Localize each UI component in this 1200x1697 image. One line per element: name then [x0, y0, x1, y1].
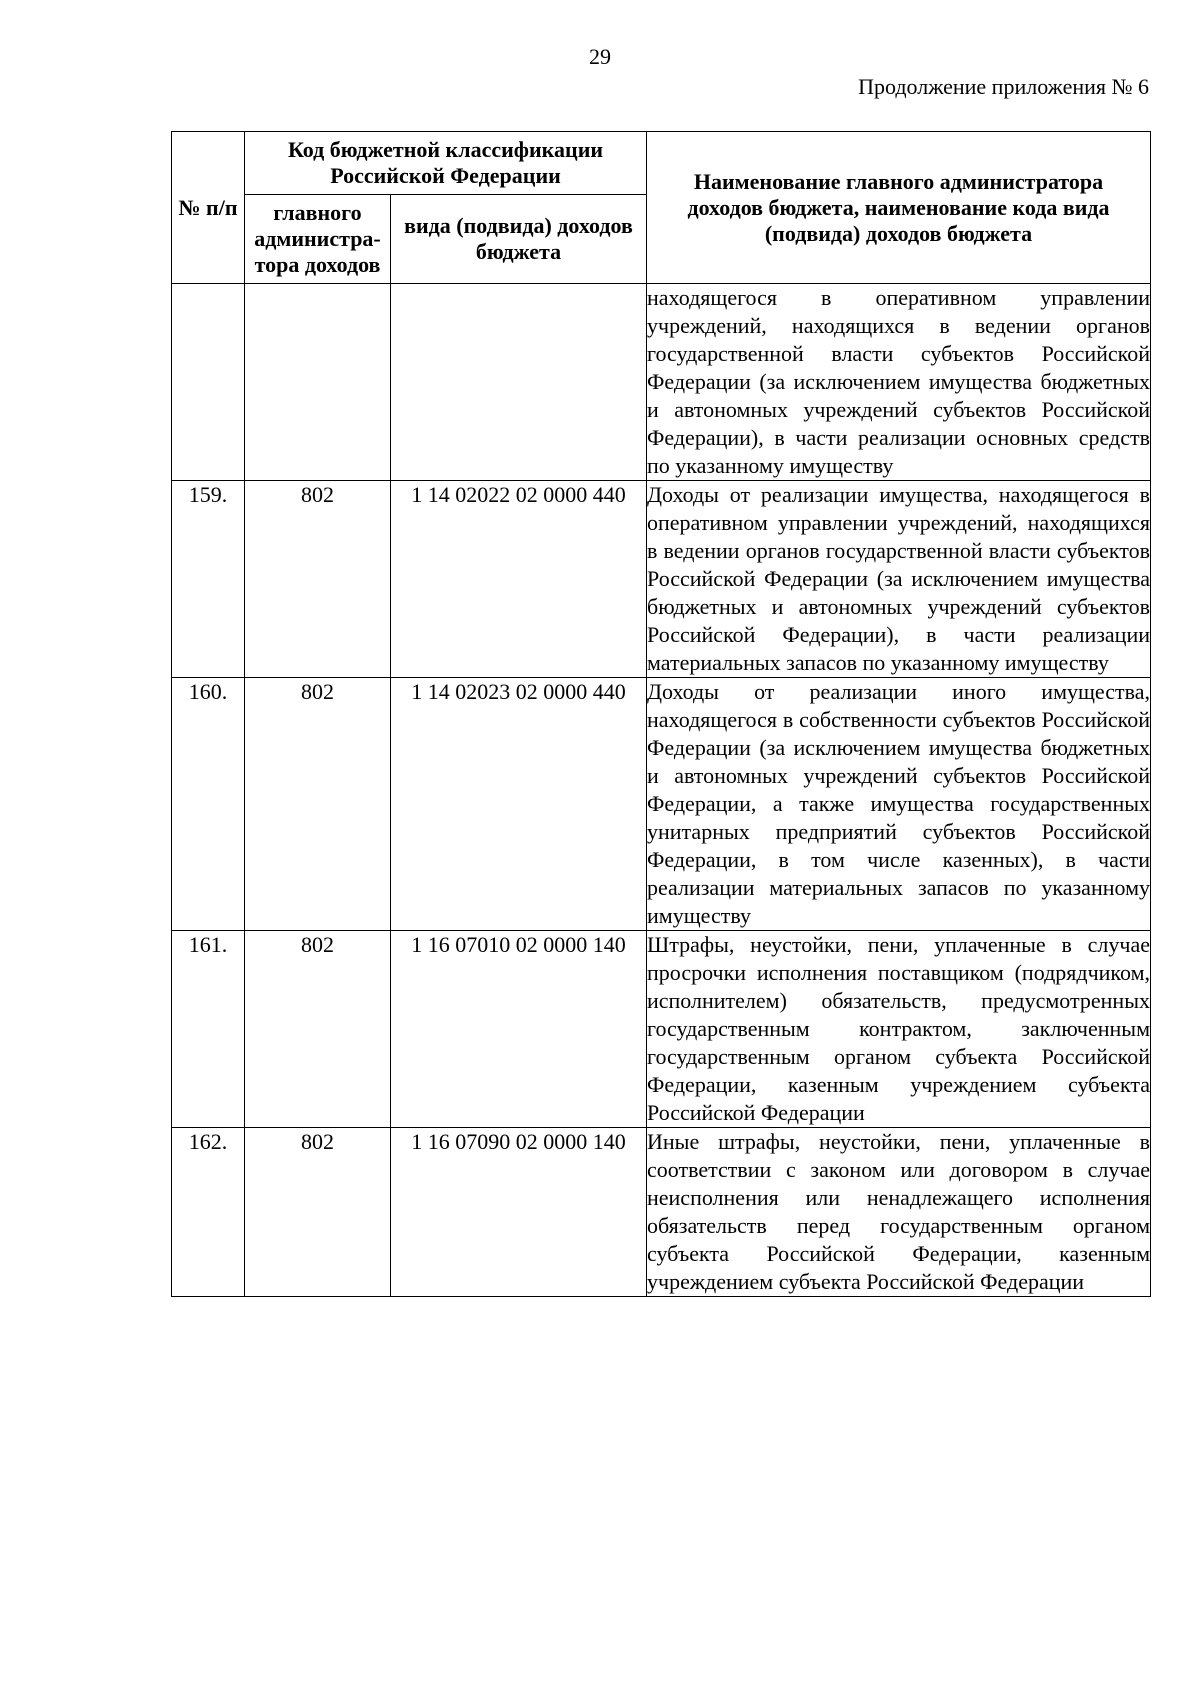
header-budget-code-group: Код бюджетной классификации Российской Федерации — [245, 132, 647, 195]
table-row — [172, 678, 1151, 931]
table-row — [172, 1128, 1151, 1297]
header-number: № п/п — [172, 132, 245, 284]
row-admin-code — [245, 284, 391, 481]
row-number: 161. — [172, 931, 245, 1128]
row-admin-code: 802 — [245, 678, 391, 931]
row-number: 159. — [172, 481, 245, 678]
row-name: находящегося в оперативном управлении учреждений, находящихся в ведении органов государственной власти субъектов Российской Федерации (за исключением имущества бюджетных и автономных учреждений субъектов Российской Федерации), в части реализации основных средств по указанному имуществу — [647, 284, 1151, 481]
row-income-code: 1 16 07010 02 0000 140 — [391, 931, 647, 1128]
row-name: Доходы от реализации иного имущества, находящегося в собственности субъектов Российской Федерации (за исключением имущества бюджетных и автономных учреждений субъектов Российской Федерации, а также имущества государственных унитарных предприятий субъектов Российской Федерации, в том числе казенных), в части реализации материальных запасов по указанному имуществу — [647, 678, 1151, 931]
header-income-type-code: вида (подвида) доходов бюджета — [391, 195, 647, 284]
row-name: Доходы от реализации имущества, находящегося в оперативном управлении учреждений, находящихся в ведении органов государственной власти субъектов Российской Федерации (за исключением имущества бюджетных и автономных учреждений субъектов Российской Федерации), в части реализации материальных запасов по указанному имуществу — [647, 481, 1151, 678]
table-row — [172, 284, 1151, 481]
continuation-label: Продолжение приложения № 6 — [858, 74, 1149, 99]
row-number: 160. — [172, 678, 245, 931]
row-income-code: 1 14 02022 02 0000 440 — [391, 481, 647, 678]
page-number: 29 — [589, 44, 611, 69]
row-name: Штрафы, неустойки, пени, уплаченные в случае просрочки исполнения поставщиком (подрядчиком, исполнителем) обязательств, предусмотренных государственным контрактом, заключенным государственным органом субъекта Российской Федерации, казенным учреждением субъекта Российской Федерации — [647, 931, 1151, 1128]
table-header — [172, 132, 1151, 284]
header-name: Наименование главного администратора доходов бюджета, наименование кода вида (подвида) доходов бюджета — [647, 132, 1151, 284]
table-body — [172, 284, 1151, 1297]
row-admin-code: 802 — [245, 931, 391, 1128]
budget-classification-table — [171, 131, 1151, 1297]
row-admin-code: 802 — [245, 481, 391, 678]
row-admin-code: 802 — [245, 1128, 391, 1297]
header-admin-code: главного администра-тора доходов — [245, 195, 391, 284]
row-number — [172, 284, 245, 481]
row-number: 162. — [172, 1128, 245, 1297]
row-income-code — [391, 284, 647, 481]
row-income-code: 1 16 07090 02 0000 140 — [391, 1128, 647, 1297]
table-row — [172, 481, 1151, 678]
row-income-code: 1 14 02023 02 0000 440 — [391, 678, 647, 931]
row-name: Иные штрафы, неустойки, пени, уплаченные в соответствии с законом или договором в случае неисполнения или ненадлежащего исполнения обязательств перед государственным органом субъекта Российской Федерации, казенным учреждением субъекта Российской Федерации — [647, 1128, 1151, 1297]
table-row — [172, 931, 1151, 1128]
